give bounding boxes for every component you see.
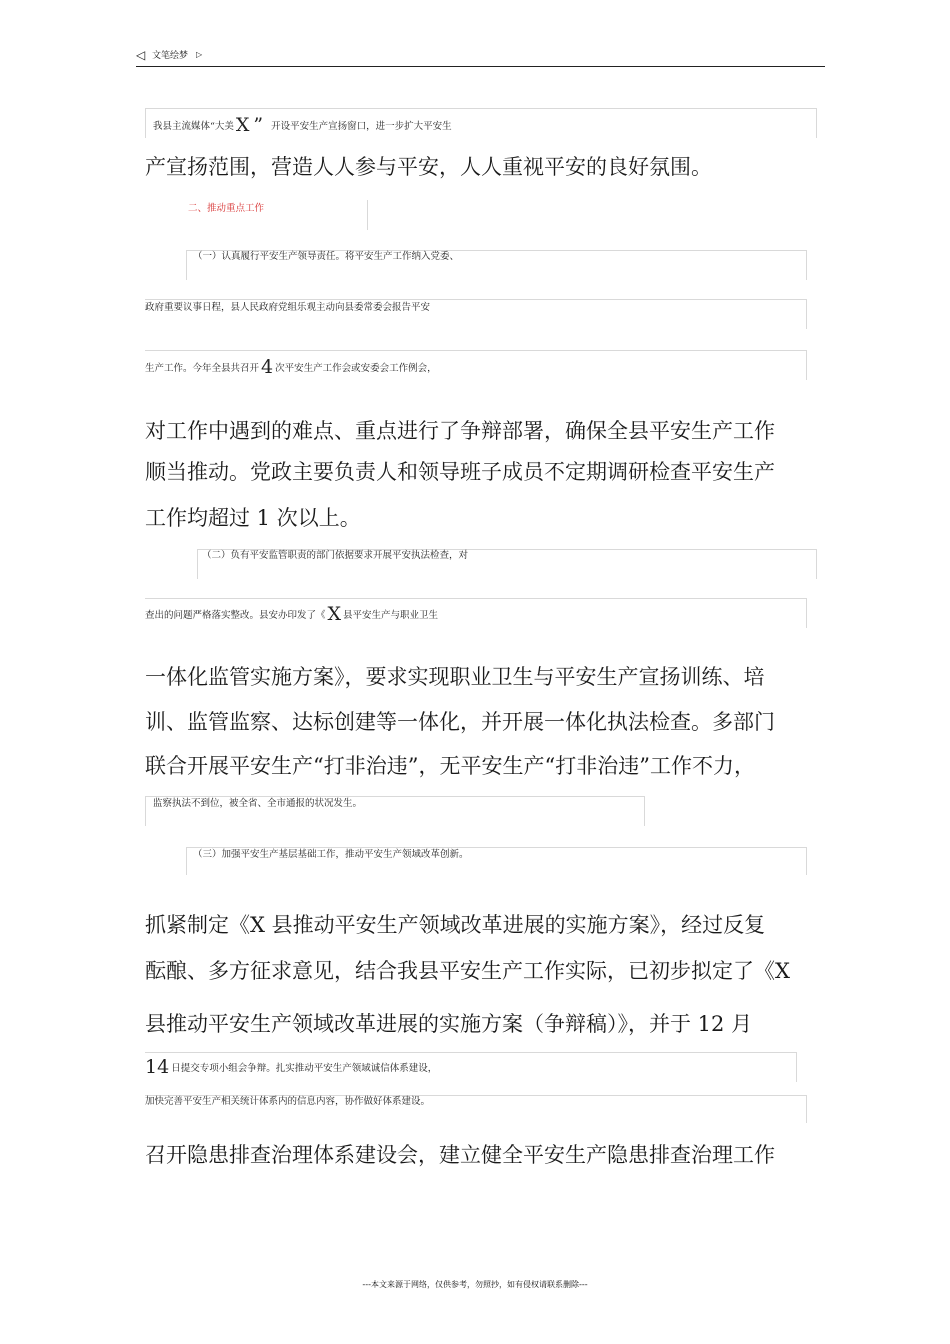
text-line: 14 日提交专项小组会争辩。扎实推动平安生产领域诚信体系建设，	[145, 1056, 438, 1078]
text-line: 生产工作。今年全县共召开 4 次平安生产工作会或安委会工作例会，	[145, 356, 437, 378]
header-brand: 文笔绘梦	[152, 51, 189, 61]
body-line: 县推动平安生产领域改革进展的实施方案（争辩稿）》，并于 12 月	[145, 1012, 753, 1036]
page-footer: ---本文来源于网络，仅供参考，勿照抄，如有侵权请联系删除---	[362, 1280, 588, 1289]
triangle-right-icon: ▷	[196, 50, 203, 59]
body-line: 召开隐患排查治理体系建设会，建立健全平安生产隐患排查治理工作	[145, 1143, 775, 1167]
triangle-left-icon: ◁	[136, 48, 146, 62]
text-line: （二）负有平安监管职责的部门依据要求开展平安执法检查，对	[202, 550, 469, 561]
body-line: 训、监管监察、达标创建等一体化，并开展一体化执法检查。多部门	[145, 710, 775, 734]
body-line: 顺当推动。党政主要负责人和领导班子成员不定期调研检查平安生产	[145, 460, 775, 484]
body-line: 联合开展平安生产“打非治违”，无平安生产“打非治违”工作不力，	[145, 754, 755, 778]
text-line: 查出的问题严格落实整改。县安办印发了《 X 县平安生产与职业卫生	[145, 603, 439, 625]
text-line: 监察执法不到位，被全省、全市通报的状况发生。	[153, 798, 363, 809]
body-line: 酝酿、多方征求意见，结合我县平安生产工作实际，已初步拟定了《X	[145, 959, 790, 983]
body-line: 对工作中遇到的难点、重点进行了争辩部署，确保全县平安生产工作	[145, 419, 775, 443]
text-line: 加快完善平安生产相关统计体系内的信息内容，协作做好体系建设。	[145, 1096, 431, 1107]
body-line: 一体化监管实施方案》，要求实现职业卫生与平安生产宣扬训练、培	[145, 665, 765, 689]
body-line: 产宣扬范围，营造人人参与平安，人人重视平安的良好氛围。	[145, 155, 712, 179]
text-line: （三）加强平安生产基层基础工作，推动平安生产领域改革创新。	[193, 849, 469, 860]
page-header	[136, 48, 825, 67]
section-heading: 二、推动重点工作	[188, 203, 265, 214]
text-line: 政府重要议事日程，县人民政府党组乐观主动向县委常委会报告平安	[145, 302, 431, 313]
body-line: 工作均超过 1 次以上。	[145, 506, 361, 530]
body-line: 抓紧制定《X 县推动平安生产领域改革进展的实施方案》，经过反复	[145, 913, 766, 937]
text-line: 我县主流媒体“大美 X ” 开设平安生产宣扬窗口，进一步扩大平安生	[153, 114, 452, 136]
text-line: （一）认真履行平安生产领导责任。将平安生产工作纳入党委、	[193, 251, 460, 262]
